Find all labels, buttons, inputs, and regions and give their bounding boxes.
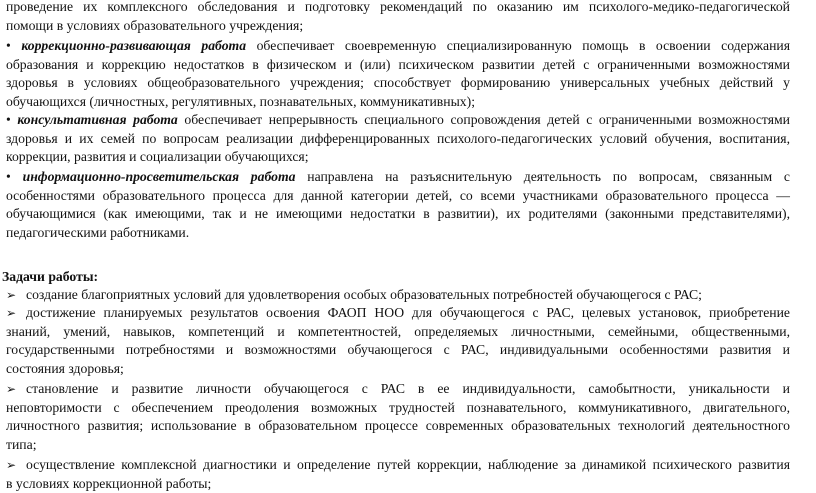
task-first-line: ➢ создание благоприятных условий для удовлетворения особых образовательных потребностей обучающегося с РАС; xyxy=(6,286,790,305)
text-line: педагогическими работниками. xyxy=(6,224,790,243)
bullet-marker: • xyxy=(6,169,11,184)
text-line: проведение их комплексного обследования и подготовку рекомендаций по оказанию им психолого-медико-педагогической xyxy=(6,0,790,17)
arrow-bullet-icon: ➢ xyxy=(6,380,26,399)
task-item xyxy=(6,304,790,378)
bullet-text: обеспечивает непрерывность специального сопровождения детей с ограниченными возможностями xyxy=(184,112,790,127)
text-line: типа; xyxy=(6,436,790,455)
text-line: знаний, умений, навыков, компетенций и компетентностей, определяемых личностными, семейными, общественными, xyxy=(6,323,790,342)
task-item xyxy=(6,286,790,305)
text-line: здоровья в условиях общеобразовательного учреждения; способствует формированию универсальных учебных действий у xyxy=(6,74,790,93)
task-first-line: ➢ достижение планируемых результатов освоения ФАОП НОО для обучающегося с РАС, целевых установок, приобретение xyxy=(6,304,790,323)
bullet-correctional-work xyxy=(6,37,790,111)
intro-paragraph xyxy=(6,0,790,35)
bullet-marker: • xyxy=(6,112,11,127)
bullet-informational-work xyxy=(6,168,790,242)
arrow-bullet-icon: ➢ xyxy=(6,304,26,323)
text-line: образования и коррекцию недостатков в физическом и (или) психическом развитии детей с ограниченными возможностями xyxy=(6,56,790,75)
bullet-first-line xyxy=(6,168,790,187)
text-line: коррекции, развития и социализации обучающихся; xyxy=(6,148,790,167)
bullet-first-line xyxy=(6,37,790,56)
bullet-term: информационно-просветительская работа xyxy=(23,169,296,184)
bullet-term: коррекционно-развивающая работа xyxy=(21,38,246,53)
text-line: здоровья и их семей по вопросам реализации дифференцированных психолого-педагогических условий обучения, воспитания, xyxy=(6,130,790,149)
task-item xyxy=(6,456,790,493)
text-line: особенностями образовательного процесса для данной категории детей, со всеми участниками образовательного процесса — xyxy=(6,187,790,206)
bullet-consultative-work xyxy=(6,111,790,167)
text-line: обучающихся (личностных, регулятивных, познавательных, коммуникативных); xyxy=(6,93,790,112)
text-line: личностного развития; использование в образовательном процессе современных образовательных технологий деятельностного xyxy=(6,417,790,436)
bullet-text: направлена на разъяснительную деятельность по вопросам, связанным с xyxy=(307,169,790,184)
bullet-term: консультативная работа xyxy=(17,112,177,127)
task-first-line: ➢ становление и развитие личности обучающегося с РАС в ее индивидуальности, самобытности, уникальности и xyxy=(6,380,790,399)
text-line: состояния здоровья; xyxy=(6,360,790,379)
bullet-marker: • xyxy=(6,38,11,53)
task-first-line: ➢ осуществление комплексной диагностики и определение путей коррекции, наблюдение за динамикой психического развития xyxy=(6,456,790,475)
arrow-bullet-icon: ➢ xyxy=(6,286,26,305)
text-line: помощи в условиях образовательного учреждения; xyxy=(6,17,790,36)
text-line: неповторимости с обеспечением преодоления возможных трудностей познавательного, коммуникативного, двигательного, xyxy=(6,399,790,418)
bullet-first-line xyxy=(6,111,790,130)
arrow-bullet-icon: ➢ xyxy=(6,456,26,475)
tasks-heading: Задачи работы: xyxy=(2,268,98,287)
text-line: обучающимися (как имеющими, так и не имеющими недостатки в развитии), их родителями (законными представителями), xyxy=(6,205,790,224)
text-line: в условиях коррекционной работы; xyxy=(6,475,790,493)
task-item xyxy=(6,380,790,454)
text-line: государственными потребностями и возможностями обучающегося с РАС, индивидуальными особенностями развития и xyxy=(6,341,790,360)
bullet-text: обеспечивает своевременную специализированную помощь в освоении содержания xyxy=(257,38,790,53)
